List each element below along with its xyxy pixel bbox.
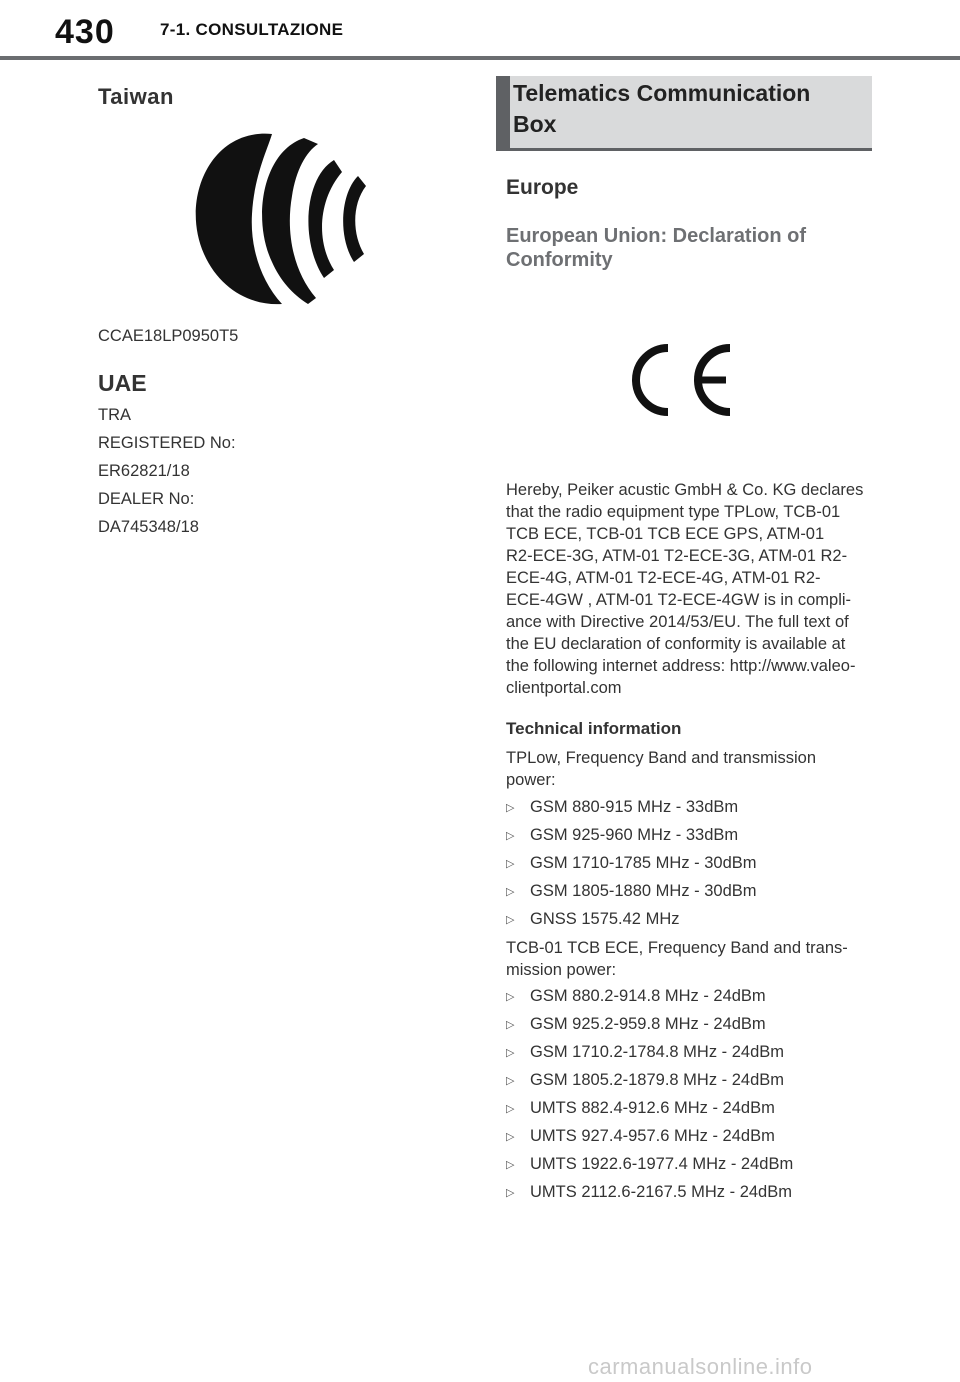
chapter-title-line: Box bbox=[513, 111, 557, 137]
list-item bbox=[506, 849, 757, 877]
tcb-intro-line: TCB-01 TCB ECE, Frequency Band and trans- bbox=[506, 939, 848, 957]
band-text: GSM 925-960 MHz - 33dBm bbox=[530, 826, 739, 844]
triangle-bullet-icon: ▷ bbox=[506, 1103, 515, 1115]
list-item bbox=[506, 1094, 793, 1122]
band-text: GSM 1710.2-1784.8 MHz - 24dBm bbox=[530, 1043, 785, 1061]
uae-line: TRA bbox=[98, 406, 131, 424]
ce-mark-icon bbox=[630, 340, 738, 420]
list-item bbox=[506, 1038, 793, 1066]
list-item bbox=[506, 793, 757, 821]
band-text: GSM 1805-1880 MHz - 30dBm bbox=[530, 882, 757, 900]
triangle-bullet-icon: ▷ bbox=[506, 1159, 515, 1171]
triangle-bullet-icon: ▷ bbox=[506, 1047, 515, 1059]
triangle-bullet-icon: ▷ bbox=[506, 858, 515, 870]
declaration-line: ECE-4GW , ATM-01 T2-ECE-4GW is in compli- bbox=[506, 591, 852, 609]
band-text: UMTS 1922.6-1977.4 MHz - 24dBm bbox=[530, 1155, 794, 1173]
band-text: GNSS 1575.42 MHz bbox=[530, 910, 680, 928]
list-item bbox=[506, 877, 757, 905]
band-text: GSM 880-915 MHz - 33dBm bbox=[530, 798, 739, 816]
tcb-intro bbox=[506, 937, 870, 981]
triangle-bullet-icon: ▷ bbox=[506, 1075, 515, 1087]
declaration-line: the EU declaration of conformity is available at bbox=[506, 635, 846, 653]
triangle-bullet-icon: ▷ bbox=[506, 991, 515, 1003]
band-text: UMTS 2112.6-2167.5 MHz - 24dBm bbox=[530, 1183, 792, 1201]
triangle-bullet-icon: ▷ bbox=[506, 1131, 515, 1143]
tplow-intro bbox=[506, 747, 870, 791]
ncc-logo-icon bbox=[192, 130, 368, 306]
declaration-line: clientportal.com bbox=[506, 679, 622, 697]
tplow-intro-line: power: bbox=[506, 771, 556, 789]
declaration-line: ance with Directive 2014/53/EU. The full text of bbox=[506, 613, 849, 631]
list-item bbox=[506, 1150, 793, 1178]
europe-heading: Europe bbox=[506, 176, 579, 199]
triangle-bullet-icon: ▷ bbox=[506, 886, 515, 898]
triangle-bullet-icon: ▷ bbox=[506, 830, 515, 842]
declaration-line: ECE-4G, ATM-01 T2-ECE-4G, ATM-01 R2- bbox=[506, 569, 821, 587]
eu-declaration-heading bbox=[506, 224, 846, 272]
triangle-bullet-icon: ▷ bbox=[506, 1019, 515, 1031]
list-item bbox=[506, 821, 757, 849]
band-text: GSM 1805.2-1879.8 MHz - 24dBm bbox=[530, 1071, 785, 1089]
triangle-bullet-icon: ▷ bbox=[506, 914, 515, 926]
uae-heading: UAE bbox=[98, 370, 147, 396]
chapter-title bbox=[513, 78, 853, 140]
taiwan-code: CCAE18LP0950T5 bbox=[98, 327, 239, 345]
band-text: GSM 1710-1785 MHz - 30dBm bbox=[530, 854, 757, 872]
watermark: carmanualsonline.info bbox=[588, 1354, 813, 1379]
triangle-bullet-icon: ▷ bbox=[506, 802, 515, 814]
list-item bbox=[506, 1122, 793, 1150]
uae-line: DEALER No: bbox=[98, 490, 195, 508]
header-rule bbox=[0, 56, 960, 60]
declaration-line: Hereby, Peiker acustic GmbH & Co. KG declares bbox=[506, 481, 864, 499]
uae-line: DA745348/18 bbox=[98, 518, 199, 536]
technical-info-heading: Technical information bbox=[506, 719, 682, 738]
taiwan-heading: Taiwan bbox=[98, 84, 174, 109]
eu-heading-line: Conformity bbox=[506, 249, 613, 271]
list-item bbox=[506, 982, 793, 1010]
list-item bbox=[506, 905, 757, 933]
tplow-band-list bbox=[506, 793, 757, 933]
band-text: UMTS 882.4-912.6 MHz - 24dBm bbox=[530, 1099, 775, 1117]
eu-heading-line: European Union: Declaration of bbox=[506, 225, 807, 247]
declaration-line: that the radio equipment type TPLow, TCB-01 bbox=[506, 503, 841, 521]
list-item bbox=[506, 1066, 793, 1094]
title-box-bar bbox=[496, 76, 510, 148]
declaration-text bbox=[506, 479, 870, 699]
triangle-bullet-icon: ▷ bbox=[506, 1187, 515, 1199]
uae-line: ER62821/18 bbox=[98, 462, 190, 480]
declaration-line: R2-ECE-3G, ATM-01 T2-ECE-3G, ATM-01 R2- bbox=[506, 547, 848, 565]
chapter-title-box bbox=[496, 76, 872, 151]
tplow-intro-line: TPLow, Frequency Band and transmission bbox=[506, 749, 816, 767]
list-item bbox=[506, 1178, 793, 1206]
band-text: GSM 880.2-914.8 MHz - 24dBm bbox=[530, 987, 766, 1005]
uae-line: REGISTERED No: bbox=[98, 434, 236, 452]
declaration-line: TCB ECE, TCB-01 TCB ECE GPS, ATM-01 bbox=[506, 525, 825, 543]
list-item bbox=[506, 1010, 793, 1038]
tcb-intro-line: mission power: bbox=[506, 961, 617, 979]
section-title: 7-1. CONSULTAZIONE bbox=[160, 20, 344, 39]
tcb-band-list bbox=[506, 982, 793, 1206]
declaration-line: the following internet address: http://www.valeo- bbox=[506, 657, 856, 675]
band-text: GSM 925.2-959.8 MHz - 24dBm bbox=[530, 1015, 766, 1033]
chapter-title-line: Telematics Communication bbox=[513, 80, 811, 106]
band-text: UMTS 927.4-957.6 MHz - 24dBm bbox=[530, 1127, 775, 1145]
page-number: 430 bbox=[55, 13, 115, 51]
